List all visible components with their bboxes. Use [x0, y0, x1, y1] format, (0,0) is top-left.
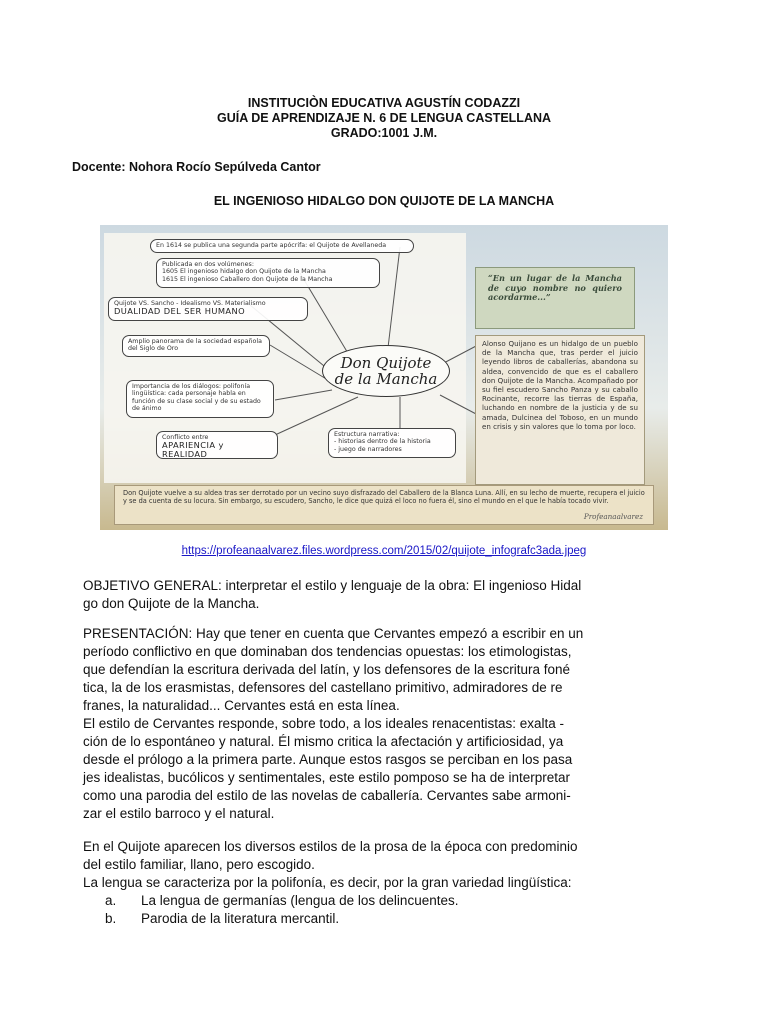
presentacion-line: desde el prólogo a la primera parte. Aunque estos rasgos se perciban en los pasa	[83, 752, 573, 767]
presentacion-line: como una parodia del estilo de las novelas de caballería. Cervantes sabe armoni-	[83, 788, 571, 803]
presentacion-line: tica, la de los erasmistas, defensores del castellano primitivo, admiradores de re	[83, 680, 563, 695]
objetivo-line: OBJETIVO GENERAL: interpretar el estilo y lenguaje de la obra: El ingenioso Hidal	[83, 578, 582, 593]
guide-title: GUÍA DE APRENDIZAJE N. 6 DE LENGUA CASTELLANA	[216, 111, 552, 125]
structure-box: Estructura narrativa: - historias dentro de la historia - juego de narradores	[328, 428, 456, 458]
list-item	[83, 892, 683, 910]
dialogues-box: Importancia de los diálogos: polifonía lingüística: cada personaje habla en función de su clase social y de su estado de ánimo	[126, 380, 274, 418]
list-marker: a.	[105, 893, 117, 908]
estilos-line: En el Quijote aparecen los diversos estilos de la prosa de la época con predominio	[83, 839, 578, 854]
estilos-line: del estilo familiar, llano, pero escogido.	[83, 857, 315, 872]
author-signature: Profeanaalvarez	[583, 511, 643, 521]
list-marker: b.	[105, 911, 117, 926]
society-box: Amplio panorama de la sociedad española del Siglo de Oro	[122, 335, 270, 357]
plot-summary: Alonso Quijano es un hidalgo de un pueblo de la Mancha que, tras perder el juicio leyendo libros de caballerías, abandona su aldea, convencido de que es el caballero don Quijote de la Mancha. Acompañado por su fiel escudero Sancho Panza y su caballo Rocinante, recorre las tierras de España, luchando en nombre de la justicia y de su amada, Dulcinea del Toboso, en un mundo en crisis y sin valores que lo toma por loco.	[475, 335, 645, 485]
conflict-box: Conflicto entre APARIENCIA y REALIDAD	[156, 431, 278, 459]
list-text: La lengua de germanías (lengua de los delincuentes.	[141, 893, 459, 908]
objetivo-line: go don Quijote de la Mancha.	[83, 596, 260, 611]
document-title: EL INGENIOSO HIDALGO DON QUIJOTE DE LA MANCHA	[213, 194, 555, 208]
presentacion-line: PRESENTACIÓN: Hay que tener en cuenta que Cervantes empezó a escribir en un	[83, 626, 584, 641]
presentacion-section	[83, 625, 683, 823]
grade-label: GRADO:1001 J.M.	[330, 126, 438, 140]
presentacion-line: período conflictivo en que dominaban dos tendencias opuestas: los etimologistas,	[83, 644, 572, 659]
teacher-name: Docente: Nohora Rocío Sepúlveda Cantor	[72, 160, 321, 174]
institution-name: INSTITUCIÒN EDUCATIVA AGUSTÍN CODAZZI	[247, 96, 521, 110]
presentacion-line: El estilo de Cervantes responde, sobre todo, a los ideales renacentistas: exalta -	[83, 716, 565, 731]
list-text: Parodia de la literatura mercantil.	[141, 911, 340, 926]
presentacion-line: que defendían la escritura derivada del latín, y los defensores de la escritura foné	[83, 662, 571, 677]
presentacion-line: ción de lo espontáneo y natural. Él mismo critica la afectación y artificiosidad, ya	[83, 734, 564, 749]
opening-quote: “En un lugar de la Mancha de cuyo nombre no quiero acordarme...”	[475, 267, 635, 329]
presentacion-line: franes, la naturalidad... Cervantes está en esta línea.	[83, 698, 400, 713]
estilos-line: La lengua se caracteriza por la polifonía, es decir, por la gran variedad lingüística:	[83, 875, 572, 890]
duality-box: Quijote VS. Sancho - Idealismo VS. Materialismo DUALIDAD DEL SER HUMANO	[108, 297, 308, 321]
quijote-infographic	[100, 225, 668, 530]
objetivo-section	[83, 577, 683, 613]
publication-box: Publicada en dos volúmenes: 1605 El ingenioso hidalgo don Quijote de la Mancha 1615 El ingenioso Caballero don Quijote de la Mancha	[156, 258, 380, 288]
source-link[interactable]: https://profeanaalvarez.files.wordpress.com/2015/02/quijote_infografc3ada.jpeg	[181, 545, 587, 557]
infographic-center-title: Don Quijote de la Mancha	[322, 345, 450, 397]
estilos-section	[83, 838, 683, 928]
presentacion-line: zar el estilo barroco y el natural.	[83, 806, 275, 821]
document-header	[0, 96, 768, 141]
list-item	[83, 910, 683, 928]
avellaneda-box: En 1614 se publica una segunda parte apócrifa: el Quijote de Avellaneda	[150, 239, 414, 253]
ending-summary: Don Quijote vuelve a su aldea tras ser derrotado por un vecino suyo disfrazado del Caballero de la Blanca Luna. Allí, en su lecho de muerte, recupera el juicio y se da cuenta de su locura. Sin embargo, su escudero, Sancho, le dice que quizá el loco no fuera él, sino el mundo en el que le había tocado vivir. Profeanaalvarez	[114, 485, 654, 525]
presentacion-line: jes idealistas, bucólicos y sentimentales, este estilo pomposo se ha de interpretar	[83, 770, 571, 785]
